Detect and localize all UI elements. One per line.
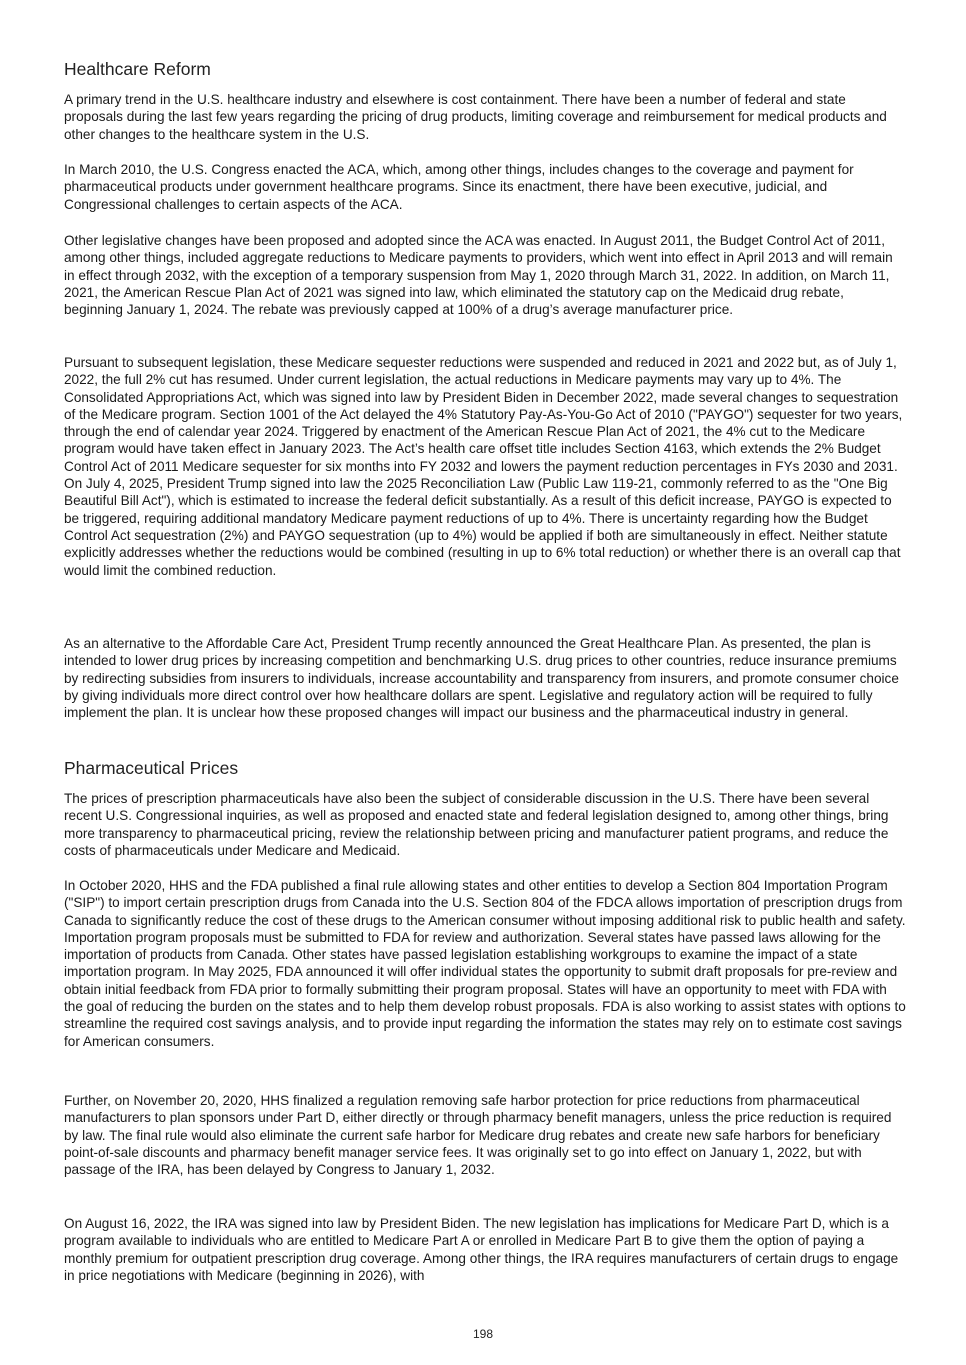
paragraph: Pursuant to subsequent legislation, these Medicare sequester reductions were suspended and reduced in 2021 and 2022 but, as of July 1, 2022, the full 2% cut has resumed. Under current legislation, the actual reductions in Medicare payments may vary up to 4%. The Consolidated Appropriations Act, which was signed into law by President Biden in December 2022, made several changes to sequestration of the Medicare program. Section 1001 of the Act delayed the 4% Statutory Pay-As-You-Go Act of 2010 ("PAYGO") sequester for two years, through the end of calendar year 2024. Triggered by enactment of the American Rescue Plan Act of 2021, the 4% cut to the Medicare program would have taken effect in January 2023. The Act’s health care offset title includes Section 4163, which extends the 2% Budget Control Act of 2011 Medicare sequester for six months into FY 2032 and lowers the payment reduction percentages in FYs 2030 and 2031. On July 4, 2025, President Trump signed into law the 2025 Reconciliation Law (Public Law 119-21, commonly referred to as the "One Big Beautiful Bill Act"), which is estimated to increase the federal deficit substantially. As a result of this deficit increase, PAYGO is expected to be triggered, requiring additional mandatory Medicare payment reductions of up to 4%. There is uncertainty regarding how the Budget Control Act sequestration (2%) and PAYGO sequestration (up to 4%) would be applied if both are simultaneously in effect. Neither statute explicitly addresses whether the reductions would be combined (resulting in up to 6% total reduction) or whether there is an overall cap that would limit the combined reduction. xyxy=(64,355,903,578)
page-number: 198 xyxy=(472,1327,494,1341)
paragraph: As an alternative to the Affordable Care Act, President Trump recently announced the Great Healthcare Plan. As presented, the plan is intended to lower drug prices by increasing competition and benchmarking U.S. drug prices to other countries, reduce insurance premiums by redirecting subsidies from insurers to individuals, increase accountability and transparency from insurers, and promote consumer choice by giving individuals more direct control over how healthcare dollars are spent. Legislative and regulatory action will be required to fully implement the plan. It is unclear how these proposed changes will impact our business and the pharmaceutical industry in general. xyxy=(64,636,899,721)
paragraph: In October 2020, HHS and the FDA published a final rule allowing states and other entities to develop a Section 804 Importation Program ("SIP") to import certain prescription drugs from Canada into the U.S. Section 804 of the FDCA allows importation of prescription drugs from Canada to significantly reduce the cost of these drugs to the American consumer without imposing additional risk to public health and safety. Importation program proposals must be submitted to FDA for review and authorization. Several states have passed laws allowing for the importation of products from Canada. Other states have passed legislation establishing workgroups to examine the impact of a state importation program. In May 2025, FDA announced it will offer individual states the opportunity to submit draft proposals for pre-review and obtain initial feedback from FDA prior to formally submitting their program proposal. States will have an opportunity to meet with FDA with the goal of reducing the burden on the states and to help them develop robust proposals. FDA is also working to assist states with options to streamline the required cost savings analysis, and to provide input regarding the information the states may rely on to estimate cost savings for American consumers. xyxy=(64,878,906,1049)
heading-pharmaceutical-prices: Pharmaceutical Prices xyxy=(64,758,239,778)
paragraph: The prices of prescription pharmaceuticals have also been the subject of considerable discussion in the U.S. There have been several recent U.S. Congressional inquiries, as well as proposed and enacted state and federal legislation designed to, among other things, bring more transparency to pharmaceutical pricing, review the relationship between pricing and manufacturer patient programs, and reduce the costs of pharmaceuticals under Medicare and Medicaid. xyxy=(64,791,889,858)
paragraph: A primary trend in the U.S. healthcare industry and elsewhere is cost containment. There have been a number of federal and state proposals during the last few years regarding the pricing of drug products, limiting coverage and reimbursement for medical products and other changes to the healthcare system in the U.S. xyxy=(64,92,887,142)
paragraph: On August 16, 2022, the IRA was signed into law by President Biden. The new legislation has implications for Medicare Part D, which is a program available to individuals who are entitled to Medicare Part A or enrolled in Medicare Part B to give them the option of paying a monthly premium for outpatient prescription drug coverage. Among other things, the IRA requires manufacturers of certain drugs to engage in price negotiations with Medicare (beginning in 2026), with xyxy=(64,1216,899,1283)
paragraph: Further, on November 20, 2020, HHS finalized a regulation removing safe harbor protection for price reductions from pharmaceutical manufacturers to plan sponsors under Part D, either directly or through pharmacy benefit managers, unless the price reduction is required by law. The final rule would also eliminate the current safe harbor for Medicare drug rebates and create new safe harbors for beneficiary point-of-sale discounts and pharmacy benefit manager service fees. It was originally set to go into effect on January 1, 2022, but with passage of the IRA, has been delayed by Congress to January 1, 2032. xyxy=(64,1093,892,1178)
heading-healthcare-reform: Healthcare Reform xyxy=(64,59,211,79)
paragraph: In March 2010, the U.S. Congress enacted the ACA, which, among other things, includes changes to the coverage and payment for pharmaceutical products under government healthcare programs. Since its enactment, there have been executive, judicial, and Congressional challenges to certain aspects of the ACA. xyxy=(64,162,854,212)
paragraph: Other legislative changes have been proposed and adopted since the ACA was enacted. In August 2011, the Budget Control Act of 2011, among other things, included aggregate reductions to Medicare payments to providers, which went into effect in April 2013 and will remain in effect through 2032, with the exception of a temporary suspension from May 1, 2020 through March 31, 2022. In addition, on March 11, 2021, the American Rescue Plan Act of 2021 was signed into law, which eliminated the statutory cap on the Medicaid drug rebate, beginning January 1, 2024. The rebate was previously capped at 100% of a drug’s average manufacturer price. xyxy=(64,233,893,318)
